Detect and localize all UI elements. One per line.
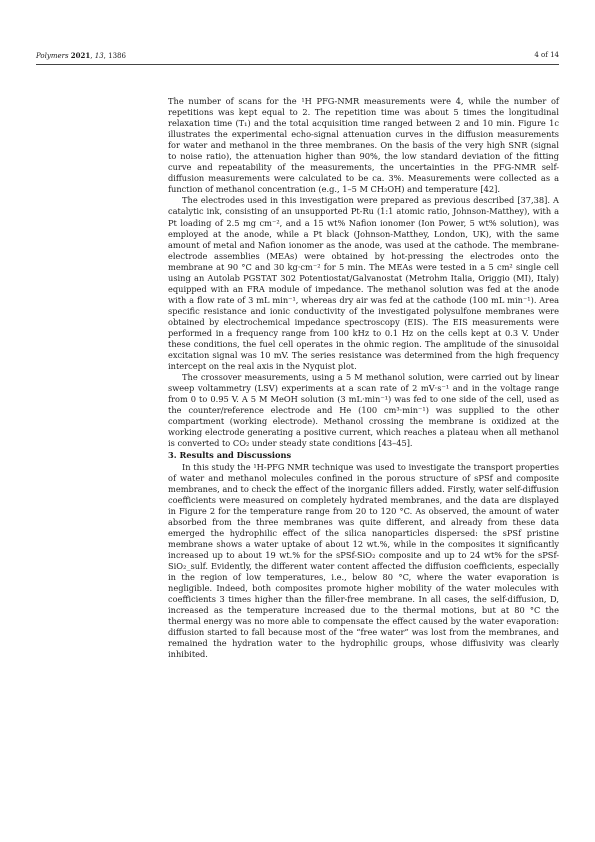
paragraph-pfg-nmr-scans: The number of scans for the ¹H PFG-NMR measurements were 4, while the number of repetitions was kept equal to 2. The repetition time was about 5 times the longitudinal relaxation time (T₁) and the total acquisition time ranged between 2 and 10 min. Figure 1c illustrates the experimental echo-signal attenuation curves in the diffusion measurements for water and methanol in the three membranes. On the basis of the very high SNR (signal to noise ratio), the attenuation higher than 90%, the low standard deviation of the fitting curve and repeatability of the measurements, the uncertainties in the PFG-NMR self-diffusion measurements were calculated to be ca. 3%. Measurements were collected as a function of methanol concentration (e.g., 1–5 M CH₃OH) and temperature [42].: [168, 96, 559, 195]
journal-volume: 13: [94, 52, 104, 60]
article-number: 1386: [108, 52, 126, 60]
section-heading-results: 3. Results and Discussions: [168, 449, 292, 460]
page-number: 4 of 14: [534, 51, 559, 59]
paragraph-crossover: The crossover measurements, using a 5 M methanol solution, were carried out by linear sweep voltammetry (LSV) experiments at a scan rate of 2 mV·s⁻¹ and in the voltage range from 0 to 0.95 V. A 5 M MeOH solution (3 mL·min⁻¹) was fed to one side of the cell, used as the counter/reference electrode and He (100 cm³·min⁻¹) was supplied to the other compartment (working electrode). Methanol crossing the membrane is oxidized at the working electrode generating a positive current, which reaches a plateau when all methanol is converted to CO₂ under steady state conditions [43–45].: [168, 372, 559, 449]
journal-name: Polymers: [36, 52, 69, 60]
article-body: [168, 96, 559, 660]
paragraph-electrodes: The electrodes used in this investigation were prepared as previous described [37,38]. A catalytic ink, consisting of an unsupported Pt-Ru (1:1 atomic ratio, Johnson-Matthey), with a Pt loading of 2.5 mg cm⁻², and a 15 wt% Nafion ionomer (Ion Power, 5 wt% solution), was employed at the anode, while a Pt black (Johnson-Matthey, London, UK), with the same amount of metal and Nafion ionomer as the anode, was used at the cathode. The membrane-electrode assemblies (MEAs) were obtained by hot-pressing the electrodes onto the membrane at 90 °C and 30 kg·cm⁻² for 5 min. The MEAs were tested in a 5 cm² single cell using an Autolab PGSTAT 302 Potentiostat/Galvanostat (Metrohm Italia, Origgio (MI), Italy) equipped with an FRA module of impedance. The methanol solution was fed at the anode with a flow rate of 3 mL min⁻¹, whereas dry air was fed at the cathode (100 mL min⁻¹). Area specific resistance and ionic conductivity of the investigated polysulfone membranes were obtained by electrochemical impedance spectroscopy (EIS). The EIS measurements were performed in a frequency range from 100 kHz to 0.1 Hz on the cells kept at 0.3 V. Under these conditions, the fuel cell operates in the ohmic region. The amplitude of the sinusoidal excitation signal was 10 mV. The series resistance was determined from the high frequency intercept on the real axis in the Nyquist plot.: [168, 195, 559, 372]
journal-citation: Polymers 2021, 13, 1386: [36, 51, 126, 60]
paragraph-results: In this study the ¹H-PFG NMR technique was used to investigate the transport properties of water and methanol molecules confined in the porous structure of sPSf and composite membranes, and to check the effect of the inorganic fillers added. Firstly, water self-diffusion coefficients were measured on completely hydrated membranes, and the data are displayed in Figure 2 for the temperature range from 20 to 120 °C. As observed, the amount of water absorbed from the three membranes was quite different, and already from these data emerged the hydrophilic effect of the silica nanoparticles dispersed: the sPSf pristine membrane shows a water uptake of about 12 wt.%, while in the composites it significantly increased up to about 19 wt.% for the sPSf-SiO₂ composite and up to 24 wt% for the sPSf-SiO₂_sulf. Evidently, the different water content affected the diffusion coefficients, especially in the region of low temperatures, i.e., below 80 °C, where the water evaporation is negligible. Indeed, both composites promote higher mobility of the water molecules with coefficients 3 times higher than the filler-free membrane. In all cases, the self-diffusion, D, increased as the temperature increased due to the thermal motions, but at 80 °C the thermal energy was no more able to compensate the effect caused by the water evaporation: diffusion started to fall because most of the “free water” was lost from the membranes, and remained the hydration water to the hydrophilic groups, whose diffusivity was clearly inhibited.: [168, 461, 559, 660]
journal-year: 2021: [70, 51, 91, 60]
running-header: [36, 51, 559, 65]
